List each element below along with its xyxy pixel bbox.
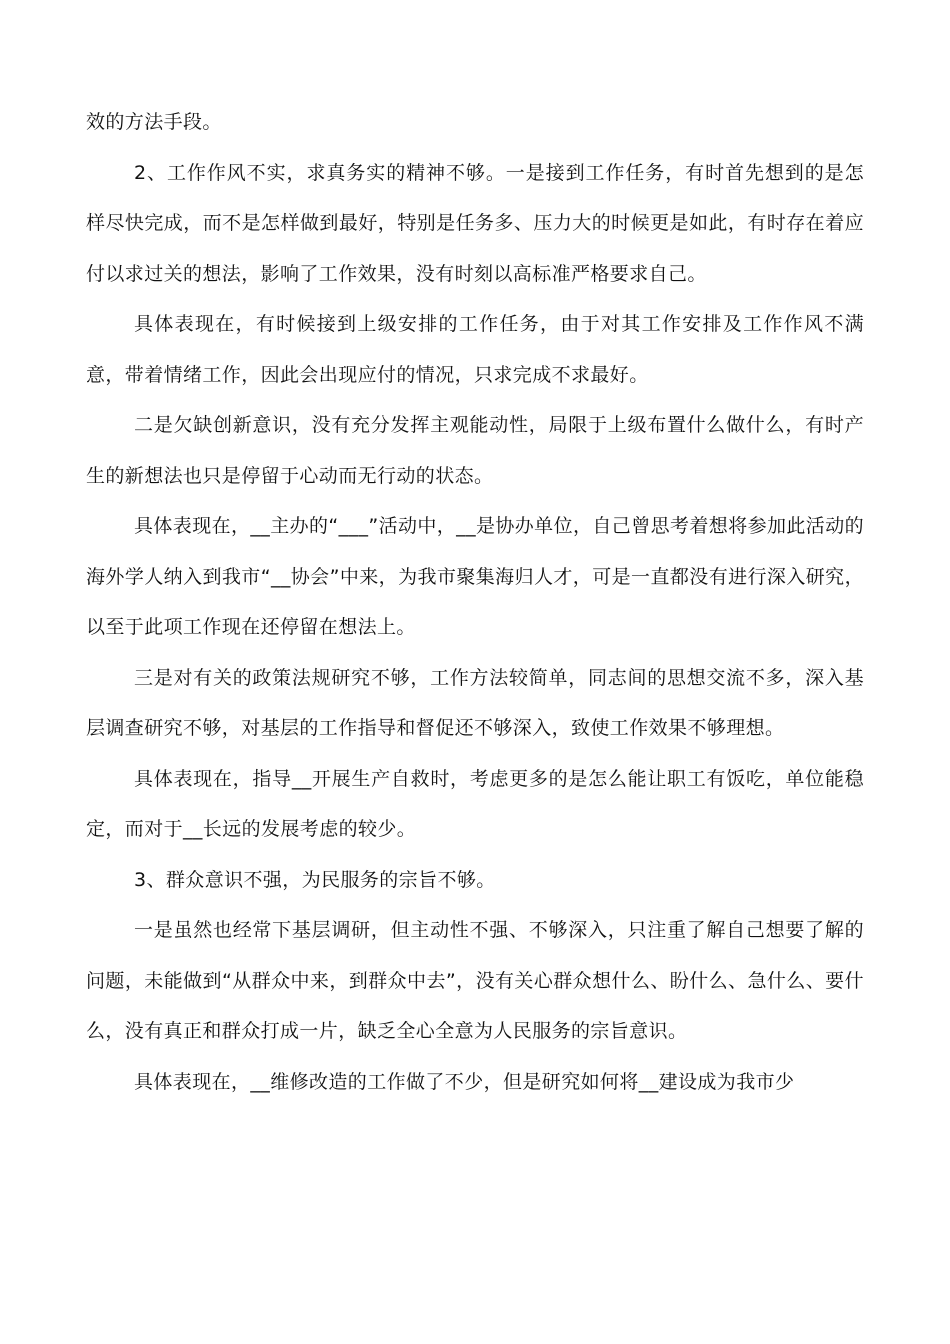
paragraph-1: 效的方法手段。 [86,111,222,133]
paragraph-3: 具体表现在，有时候接到上级安排的工作任务，由于对其工作安排及工作作风不满意，带着情绪工作，因此会出现应付的情况，只求完成不求最好。 [86,313,864,386]
paragraph-9: 一是虽然也经常下基层调研，但主动性不强、不够深入，只注重了解自己想要了解的问题，未能做到“从群众中来，到群众中去”，没有关心群众想什么、盼什么、急什么、要什么，没有真正和群众打成一片，缺乏全心全意为人民服务的宗旨意识。 [86,919,864,1042]
paragraph-5: 具体表现在，__主办的“___”活动中，__是协办单位，自己曾思考着想将参加此活动的海外学人纳入到我市“__协会”中来，为我市聚集海归人才，可是一直都没有进行深入研究，以至于此项工作现在还停留在想法上。 [86,515,864,638]
paragraph-8: 3、群众意识不强，为民服务的宗旨不够。 [134,868,496,891]
document-body [86,97,864,1107]
paragraph-10: 具体表现在，__维修改造的工作做了不少，但是研究如何将__建设成为我市少 [134,1070,795,1093]
paragraph-6: 三是对有关的政策法规研究不够，工作方法较简单，同志间的思想交流不多，深入基层调查研究不够，对基层的工作指导和督促还不够深入，致使工作效果不够理想。 [86,666,864,739]
paragraph-2: 2、工作作风不实，求真务实的精神不够。一是接到工作任务，有时首先想到的是怎样尽快完成，而不是怎样做到最好，特别是任务多、压力大的时候更是如此，有时存在着应付以求过关的想法，影响了工作效果，没有时刻以高标准严格要求自己。 [86,161,864,285]
paragraph-4: 二是欠缺创新意识，没有充分发挥主观能动性，局限于上级布置什么做什么，有时产生的新想法也只是停留于心动而无行动的状态。 [86,414,864,487]
paragraph-7: 具体表现在，指导__开展生产自救时，考虑更多的是怎么能让职工有饭吃，单位能稳定，而对于__长远的发展考虑的较少。 [86,767,864,840]
